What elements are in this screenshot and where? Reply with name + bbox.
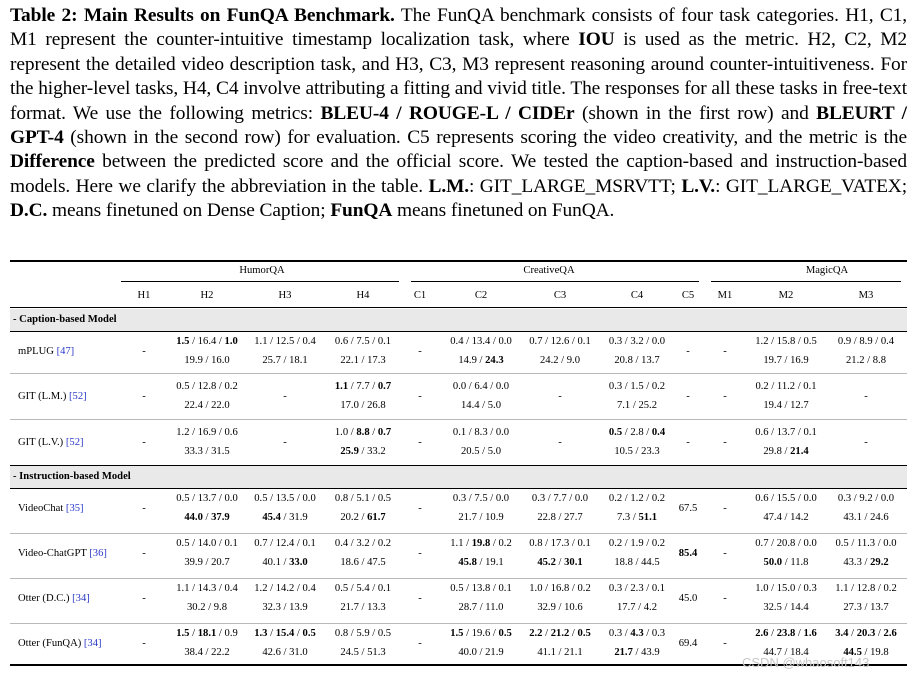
cell-h4-line2: 24.5 / 51.3: [340, 647, 386, 658]
cell-c4-line1: 0.3 / 1.5 / 0.2: [608, 381, 666, 392]
cell-c3-line2: 45.2 / 30.1: [537, 557, 583, 568]
cell-c3-line1: 0.8 / 17.3 / 0.1: [529, 538, 591, 549]
cell-h3-line2: 40.1 / 33.0: [262, 557, 308, 568]
cell-h4-line1: 0.4 / 3.2 / 0.2: [334, 538, 392, 549]
cell-m2-line2: 32.5 / 14.4: [763, 602, 809, 613]
row-separator: [10, 578, 907, 579]
column-header-m1: M1: [717, 290, 733, 301]
cell-h2-line2: 30.2 / 9.8: [186, 602, 228, 613]
model-name: GIT (L.V.) [52]: [18, 437, 84, 448]
column-header-m2: M2: [778, 290, 794, 301]
section-rule: [10, 488, 907, 489]
cell-m2-line2: 19.7 / 16.9: [763, 355, 809, 366]
section-label: - Instruction-based Model: [13, 471, 131, 482]
cell-h2-line2: 33.3 / 31.5: [184, 446, 230, 457]
cell-c2-line2: 40.0 / 21.9: [458, 647, 504, 658]
cell-m3-line2: 21.2 / 8.8: [845, 355, 887, 366]
row-separator: [10, 373, 907, 374]
model-name: VideoChat [35]: [18, 503, 84, 514]
cell-c4-line2: 20.8 / 13.7: [614, 355, 660, 366]
cell-c2-line2: 20.5 / 5.0: [460, 446, 502, 457]
cell-h4-line2: 18.6 / 47.5: [340, 557, 386, 568]
cell-c2-line1: 1.1 / 19.8 / 0.2: [450, 538, 512, 549]
cell-h2-line2: 44.0 / 37.9: [184, 512, 230, 523]
cell-c5: 45.0: [678, 593, 698, 604]
cell-c2-line2: 45.8 / 19.1: [458, 557, 504, 568]
row-separator: [10, 533, 907, 534]
cell-m3: -: [864, 437, 868, 448]
model-name: Video-ChatGPT [36]: [18, 548, 107, 559]
cell-c4-line1: 0.3 / 4.3 / 0.3: [608, 628, 666, 639]
group-underline: [411, 281, 699, 282]
cell-m3-line2: 44.5 / 19.8: [843, 647, 889, 658]
cell-c3-line2: 41.1 / 21.1: [537, 647, 583, 658]
cell-m2-line1: 1.2 / 15.8 / 0.5: [755, 336, 817, 347]
cell-m2-line2: 19.4 / 12.7: [763, 400, 809, 411]
cell-m2-line1: 0.2 / 11.2 / 0.1: [755, 381, 817, 392]
cell-h3: -: [283, 437, 287, 448]
cell-h2-line1: 1.5 / 18.1 / 0.9: [176, 628, 238, 639]
cell-h4-line1: 1.1 / 7.7 / 0.7: [334, 381, 392, 392]
group-underline: [121, 281, 399, 282]
cell-c3-line2: 32.9 / 10.6: [537, 602, 583, 613]
cell-h3: -: [283, 391, 287, 402]
cell-h2-line1: 1.2 / 16.9 / 0.6: [176, 427, 238, 438]
section-label: - Caption-based Model: [13, 314, 117, 325]
cell-h1: -: [142, 593, 146, 604]
cell-h3-line1: 0.5 / 13.5 / 0.0: [254, 493, 316, 504]
cell-m2-line1: 1.0 / 15.0 / 0.3: [755, 583, 817, 594]
column-header-c1: C1: [413, 290, 427, 301]
cell-h2-line1: 0.5 / 12.8 / 0.2: [176, 381, 238, 392]
cell-m1: -: [723, 593, 727, 604]
section-band: [10, 466, 907, 488]
cell-c3-line2: 24.2 / 9.0: [539, 355, 581, 366]
section-rule: [10, 465, 907, 466]
cell-h1: -: [142, 437, 146, 448]
cell-c3: -: [558, 391, 562, 402]
cell-h3-line2: 42.6 / 31.0: [262, 647, 308, 658]
cell-m2-line1: 0.7 / 20.8 / 0.0: [755, 538, 817, 549]
cell-h4-line1: 0.5 / 5.4 / 0.1: [334, 583, 392, 594]
table-caption: Table 2: Main Results on FunQA Benchmark. The FunQA benchmark consists of four task categories. H1, C1, M1 represent the counter-intuitive timestamp localization task, where IOU is used as the metric. H2, C2, M2 represent the detailed video description task, and H3, C3, M3 represent reasoning around counter-intuitiveness. For the higher-level tasks, H4, C4 involve attributing a fitting and vivid title. The responses for all these tasks in free-text format. We use the following metrics: BLEU-4 / ROUGE-L / CIDEr (shown in the first row) and BLEURT / GPT-4 (shown in the second row) for evaluation. C5 represents scoring the video creativity, and the metric is the Difference between the predicted score and the official score. We tested the caption-based and instruction-based models. Here we clarify the abbreviation in the table. L.M.: GIT_LARGE_MSRVTT; L.V.: GIT_LARGE_VATEX; D.C. means finetuned on Dense Caption; FunQA means finetuned on FunQA.: [10, 5, 908, 222]
cell-m3-line2: 43.1 / 24.6: [843, 512, 889, 523]
cell-c5: -: [686, 437, 690, 448]
top-rule: [10, 260, 907, 262]
cell-h2-line2: 38.4 / 22.2: [184, 647, 230, 658]
cell-c3-line1: 1.0 / 16.8 / 0.2: [529, 583, 591, 594]
cell-c5: -: [686, 391, 690, 402]
cell-h4-line2: 17.0 / 26.8: [340, 400, 386, 411]
cell-m2-line1: 0.6 / 13.7 / 0.1: [755, 427, 817, 438]
cell-c4-line1: 0.3 / 3.2 / 0.0: [608, 336, 666, 347]
cell-h4-line2: 25.9 / 33.2: [340, 446, 386, 457]
column-header-h2: H2: [200, 290, 214, 301]
cell-c1: -: [418, 503, 422, 514]
cell-m3-line1: 3.4 / 20.3 / 2.6: [835, 628, 897, 639]
column-header-c4: C4: [630, 290, 644, 301]
cell-h3-line1: 1.1 / 12.5 / 0.4: [254, 336, 316, 347]
cell-c1: -: [418, 437, 422, 448]
cell-c4-line2: 17.7 / 4.2: [616, 602, 658, 613]
cell-c4-line2: 10.5 / 23.3: [614, 446, 660, 457]
cell-h3-line1: 1.2 / 14.2 / 0.4: [254, 583, 316, 594]
cell-c4-line1: 0.5 / 2.8 / 0.4: [608, 427, 666, 438]
cell-h4-line1: 0.6 / 7.5 / 0.1: [334, 336, 392, 347]
cell-m1: -: [723, 437, 727, 448]
group-underline: [711, 281, 901, 282]
cell-c3: -: [558, 437, 562, 448]
cell-c1: -: [418, 346, 422, 357]
cell-c5: 85.4: [678, 548, 698, 559]
column-header-c5: C5: [681, 290, 695, 301]
cell-c3-line1: 0.3 / 7.7 / 0.0: [531, 493, 589, 504]
cell-c1: -: [418, 638, 422, 649]
cell-h2-line1: 1.5 / 16.4 / 1.0: [176, 336, 238, 347]
column-header-c2: C2: [474, 290, 488, 301]
cell-h1: -: [142, 346, 146, 357]
cell-c3-line1: 0.7 / 12.6 / 0.1: [529, 336, 591, 347]
cell-h2-line2: 22.4 / 22.0: [184, 400, 230, 411]
cell-m1: -: [723, 503, 727, 514]
cell-m3-line1: 1.1 / 12.8 / 0.2: [835, 583, 897, 594]
cell-c2-line2: 14.4 / 5.0: [460, 400, 502, 411]
cell-h2-line1: 0.5 / 14.0 / 0.1: [176, 538, 238, 549]
cell-c2-line2: 14.9 / 24.3: [458, 355, 504, 366]
cell-c1: -: [418, 548, 422, 559]
cell-c2-line1: 1.5 / 19.6 / 0.5: [450, 628, 512, 639]
cell-c2-line1: 0.5 / 13.8 / 0.1: [450, 583, 512, 594]
cell-h2-line2: 39.9 / 20.7: [184, 557, 230, 568]
cell-m2-line2: 29.8 / 21.4: [763, 446, 809, 457]
cell-m3-line1: 0.3 / 9.2 / 0.0: [837, 493, 895, 504]
cell-m1: -: [723, 346, 727, 357]
row-separator: [10, 419, 907, 420]
cell-h4-line1: 1.0 / 8.8 / 0.7: [334, 427, 392, 438]
cell-c2-line2: 21.7 / 10.9: [458, 512, 504, 523]
cell-c2-line1: 0.1 / 8.3 / 0.0: [452, 427, 510, 438]
cell-h3-line2: 25.7 / 18.1: [262, 355, 308, 366]
cell-h1: -: [142, 503, 146, 514]
model-name: mPLUG [47]: [18, 346, 75, 357]
group-header-humorqa: HumorQA: [239, 265, 285, 276]
cell-c4-line2: 18.8 / 44.5: [614, 557, 660, 568]
column-header-h3: H3: [278, 290, 292, 301]
cell-m3: -: [864, 391, 868, 402]
cell-m3-line1: 0.5 / 11.3 / 0.0: [835, 538, 897, 549]
cell-h3-line1: 0.7 / 12.4 / 0.1: [254, 538, 316, 549]
cell-c5: 67.5: [678, 503, 698, 514]
cell-c4-line2: 21.7 / 43.9: [614, 647, 660, 658]
model-name: Otter (FunQA) [34]: [18, 638, 102, 649]
cell-c4-line2: 7.1 / 25.2: [616, 400, 658, 411]
cell-c4-line1: 0.2 / 1.2 / 0.2: [608, 493, 666, 504]
section-rule: [10, 331, 907, 332]
cell-c3-line2: 22.8 / 27.7: [537, 512, 583, 523]
cell-c2-line1: 0.3 / 7.5 / 0.0: [452, 493, 510, 504]
cell-c1: -: [418, 391, 422, 402]
cell-h2-line1: 1.1 / 14.3 / 0.4: [176, 583, 238, 594]
model-name: GIT (L.M.) [52]: [18, 391, 87, 402]
cell-c2-line2: 28.7 / 11.0: [458, 602, 504, 613]
row-separator: [10, 623, 907, 624]
cell-h4-line2: 21.7 / 13.3: [340, 602, 386, 613]
watermark: CSDN @whaosoft143: [742, 655, 870, 670]
cell-m2-line2: 47.4 / 14.2: [763, 512, 809, 523]
cell-c5: 69.4: [678, 638, 698, 649]
cell-c1: -: [418, 593, 422, 604]
group-header-creativeqa: CreativeQA: [523, 265, 575, 276]
cell-m3-line2: 43.3 / 29.2: [843, 557, 889, 568]
cell-c4-line1: 0.3 / 2.3 / 0.1: [608, 583, 666, 594]
column-header-c3: C3: [553, 290, 567, 301]
cell-c2-line1: 0.0 / 6.4 / 0.0: [452, 381, 510, 392]
cell-h1: -: [142, 638, 146, 649]
column-header-h4: H4: [356, 290, 370, 301]
model-name: Otter (D.C.) [34]: [18, 593, 90, 604]
cell-m1: -: [723, 548, 727, 559]
column-header-h1: H1: [137, 290, 151, 301]
group-header-magicqa: MagicQA: [805, 265, 849, 276]
cell-m2-line1: 0.6 / 15.5 / 0.0: [755, 493, 817, 504]
cell-m3-line1: 0.9 / 8.9 / 0.4: [837, 336, 895, 347]
cell-h3-line2: 32.3 / 13.9: [262, 602, 308, 613]
section-band: [10, 309, 907, 331]
cell-c4-line1: 0.2 / 1.9 / 0.2: [608, 538, 666, 549]
cell-m1: -: [723, 391, 727, 402]
cell-h2-line2: 19.9 / 16.0: [184, 355, 230, 366]
cell-h3-line2: 45.4 / 31.9: [262, 512, 308, 523]
cell-h4-line1: 0.8 / 5.1 / 0.5: [334, 493, 392, 504]
cell-h2-line1: 0.5 / 13.7 / 0.0: [176, 493, 238, 504]
cell-m2-line2: 44.7 / 18.4: [763, 647, 809, 658]
cell-h4-line2: 20.2 / 61.7: [340, 512, 386, 523]
cell-c5: -: [686, 346, 690, 357]
cell-h3-line1: 1.3 / 15.4 / 0.5: [254, 628, 316, 639]
cell-h4-line2: 22.1 / 17.3: [340, 355, 386, 366]
cell-m2-line2: 50.0 / 11.8: [763, 557, 809, 568]
cell-h4-line1: 0.8 / 5.9 / 0.5: [334, 628, 392, 639]
cell-m2-line1: 2.6 / 23.8 / 1.6: [755, 628, 817, 639]
cell-h1: -: [142, 391, 146, 402]
column-header-m3: M3: [858, 290, 874, 301]
cell-c4-line2: 7.3 / 51.1: [616, 512, 658, 523]
cell-c3-line1: 2.2 / 21.2 / 0.5: [529, 628, 591, 639]
cell-m3-line2: 27.3 / 13.7: [843, 602, 889, 613]
cell-h1: -: [142, 548, 146, 559]
cell-m1: -: [723, 638, 727, 649]
cell-c2-line1: 0.4 / 13.4 / 0.0: [450, 336, 512, 347]
header-rule: [10, 307, 907, 308]
